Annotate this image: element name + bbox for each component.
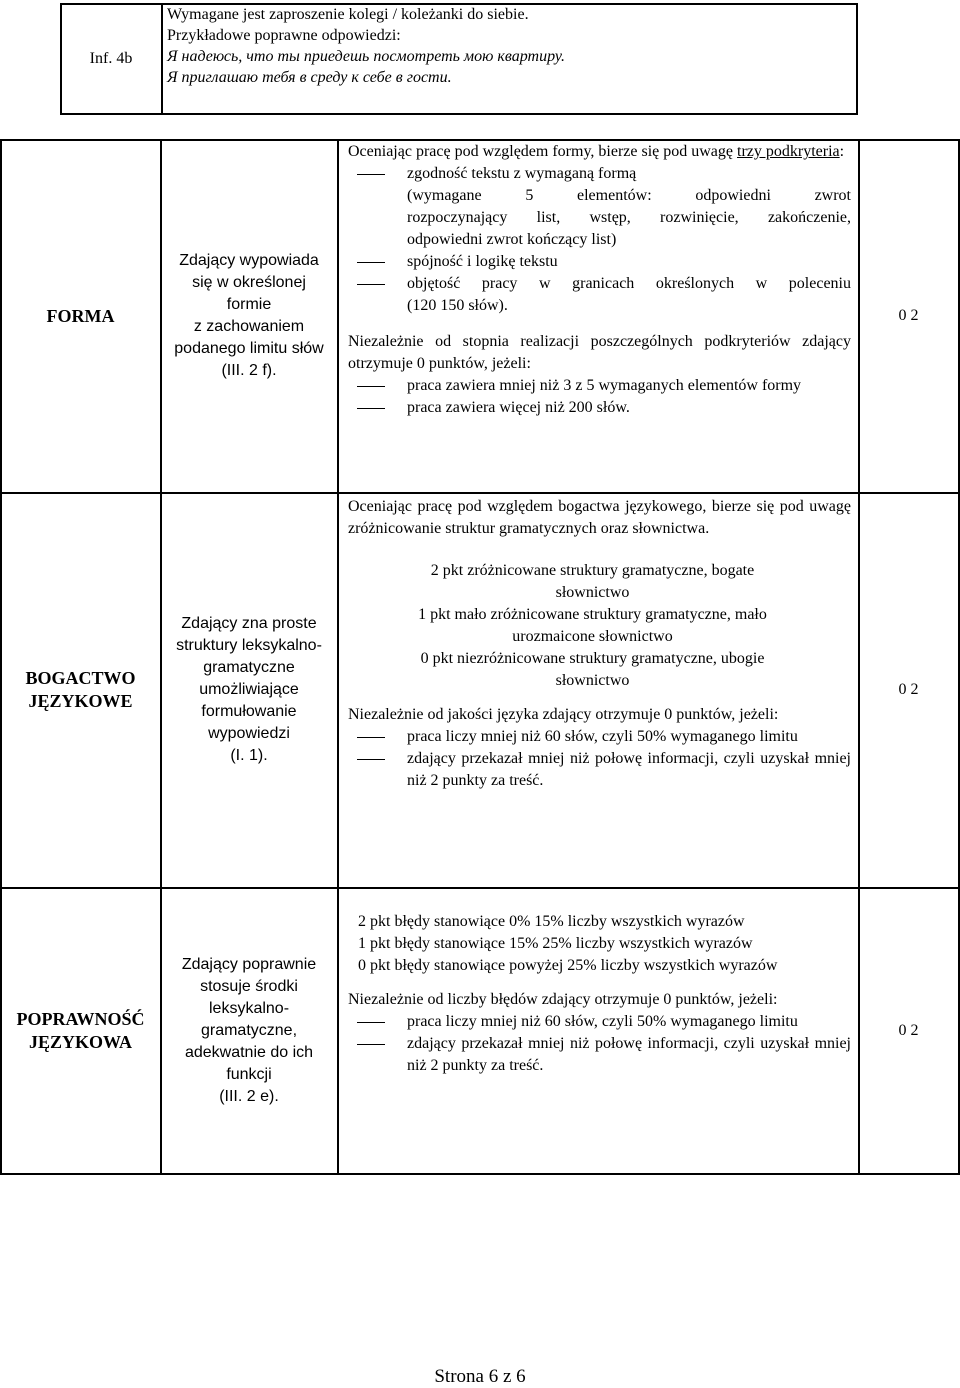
- page-number: Strona 6 z 6: [434, 1366, 526, 1387]
- bogactwo-score-1: 1 pkt mało zróżnicowane struktury gramatyczne, mało urozmaicone słownictwo: [418, 606, 767, 645]
- poprawnosc-scores: [348, 911, 851, 977]
- bogactwo-zero-intro: Niezależnie od jakości języka zdający otrzymuje 0 punktów, jeżeli:: [348, 706, 779, 723]
- bogactwo-zero-item-1: praca liczy mniej niż 60 słów, czyli 50% wymaganego limitu: [348, 726, 851, 748]
- forma-subcriterion-2: spójność i logikę tekstu: [348, 251, 851, 273]
- forma-zero-intro: Niezależnie od stopnia realizacji poszczególnych podkryteriów zdający otrzymuje 0 punktów, jeżeli:: [348, 333, 851, 372]
- poprawnosc-score-1: 1 pkt błędy stanowiące 15% 25% liczby wszystkich wyrazów: [358, 935, 753, 952]
- bogactwo-title: BOGACTWO JĘZYKOWE: [25, 668, 136, 711]
- bogactwo-score-0: 0 pkt niezróżnicowane struktury gramatyczne, ubogie słownictwo: [420, 650, 765, 689]
- table-col-line-2: [337, 139, 339, 1175]
- poprawnosc-description: Zdający poprawnie stosuje środki leksykalno- gramatyczne, adekwatnie do ich funkcji (III. 2 e).: [181, 955, 317, 1105]
- poprawnosc-score-2: 2 pkt błędy stanowiące 0% 15% liczby wszystkich wyrazów: [358, 913, 745, 930]
- top-content: [167, 4, 857, 88]
- top-examples-heading: Przykładowe poprawne odpowiedzi:: [167, 27, 401, 44]
- bogactwo-zero-item-2: zdający przekazał mniej niż połowę informacji, czyli uzyskał mniej niż 2 punkty za treść.: [348, 748, 851, 792]
- bogactwo-description: Zdający zna proste struktury leksykalno- gramatyczne umożliwiające formułowanie wypowiedzi (I. 1).: [176, 615, 322, 764]
- poprawnosc-points: 0 2: [898, 1021, 919, 1039]
- poprawnosc-title: POPRAWNOŚĆ JĘZYKOWA: [16, 1008, 145, 1052]
- poprawnosc-criteria: [348, 911, 851, 1077]
- forma-subcriterion-1: zgodność tekstu z wymaganą formą (wymagane 5 elementów: odpowiedni zwrot rozpoczynający list, wstęp, rozwinięcie, zakończenie, odpowiedni zwrot kończący list): [348, 163, 851, 251]
- bogactwo-intro: Oceniając pracę pod względem bogactwa językowego, bierze się pod uwagę zróżnicowanie struktur gramatycznych oraz słownictwa.: [348, 498, 851, 537]
- forma-intro: Oceniając pracę pod względem formy, bierze się pod uwagę trzy podkryteria:: [348, 143, 845, 160]
- forma-zero-item-1: praca zawiera mniej niż 3 z 5 wymaganych elementów formy: [348, 375, 851, 397]
- table-border-bottom: [0, 1173, 960, 1175]
- bogactwo-criteria: [348, 496, 851, 792]
- top-label: Inf. 4b: [89, 49, 133, 67]
- forma-points: 0 2: [898, 307, 919, 324]
- poprawnosc-zero-item-2: zdający przekazał mniej niż połowę informacji, czyli uzyskał mniej niż 2 punkty za treść.: [348, 1033, 851, 1077]
- poprawnosc-zero-intro: Niezależnie od liczby błędów zdający otrzymuje 0 punktów, jeżeli:: [348, 991, 778, 1008]
- poprawnosc-zero-item-1: praca liczy mniej niż 60 słów, czyli 50% wymaganego limitu: [348, 1011, 851, 1033]
- table-border-right: [958, 139, 960, 1175]
- poprawnosc-score-0: 0 pkt błędy stanowiące powyżej 25% liczby wszystkich wyrazów: [358, 957, 778, 974]
- forma-criteria: [348, 141, 851, 419]
- bogactwo-points: 0 2: [898, 681, 919, 698]
- top-example-2: Я приглашаю тебя в среду к себе в гости.: [167, 69, 452, 86]
- forma-title: FORMA: [46, 305, 115, 326]
- top-border-bottom: [60, 113, 858, 115]
- top-requirement: Wymagane jest zaproszenie kolegi / koleżanki do siebie.: [167, 6, 529, 23]
- forma-subcriterion-3: objętość pracy w granicach określonych w poleceniu (120 150 słów).: [348, 273, 851, 317]
- forma-description: Zdający wypowiada się w określonej formie z zachowaniem podanego limitu słów (III. 2 f).: [174, 252, 324, 379]
- top-example-1: Я надеюсь, что ты приедешь посмотреть мою квартиру.: [167, 48, 565, 65]
- bogactwo-score-2: 2 pkt zróżnicowane struktury gramatyczne, bogate słownictwo: [430, 562, 755, 601]
- forma-zero-item-2: praca zawiera więcej niż 200 słów.: [348, 397, 851, 419]
- top-border-mid: [161, 3, 163, 114]
